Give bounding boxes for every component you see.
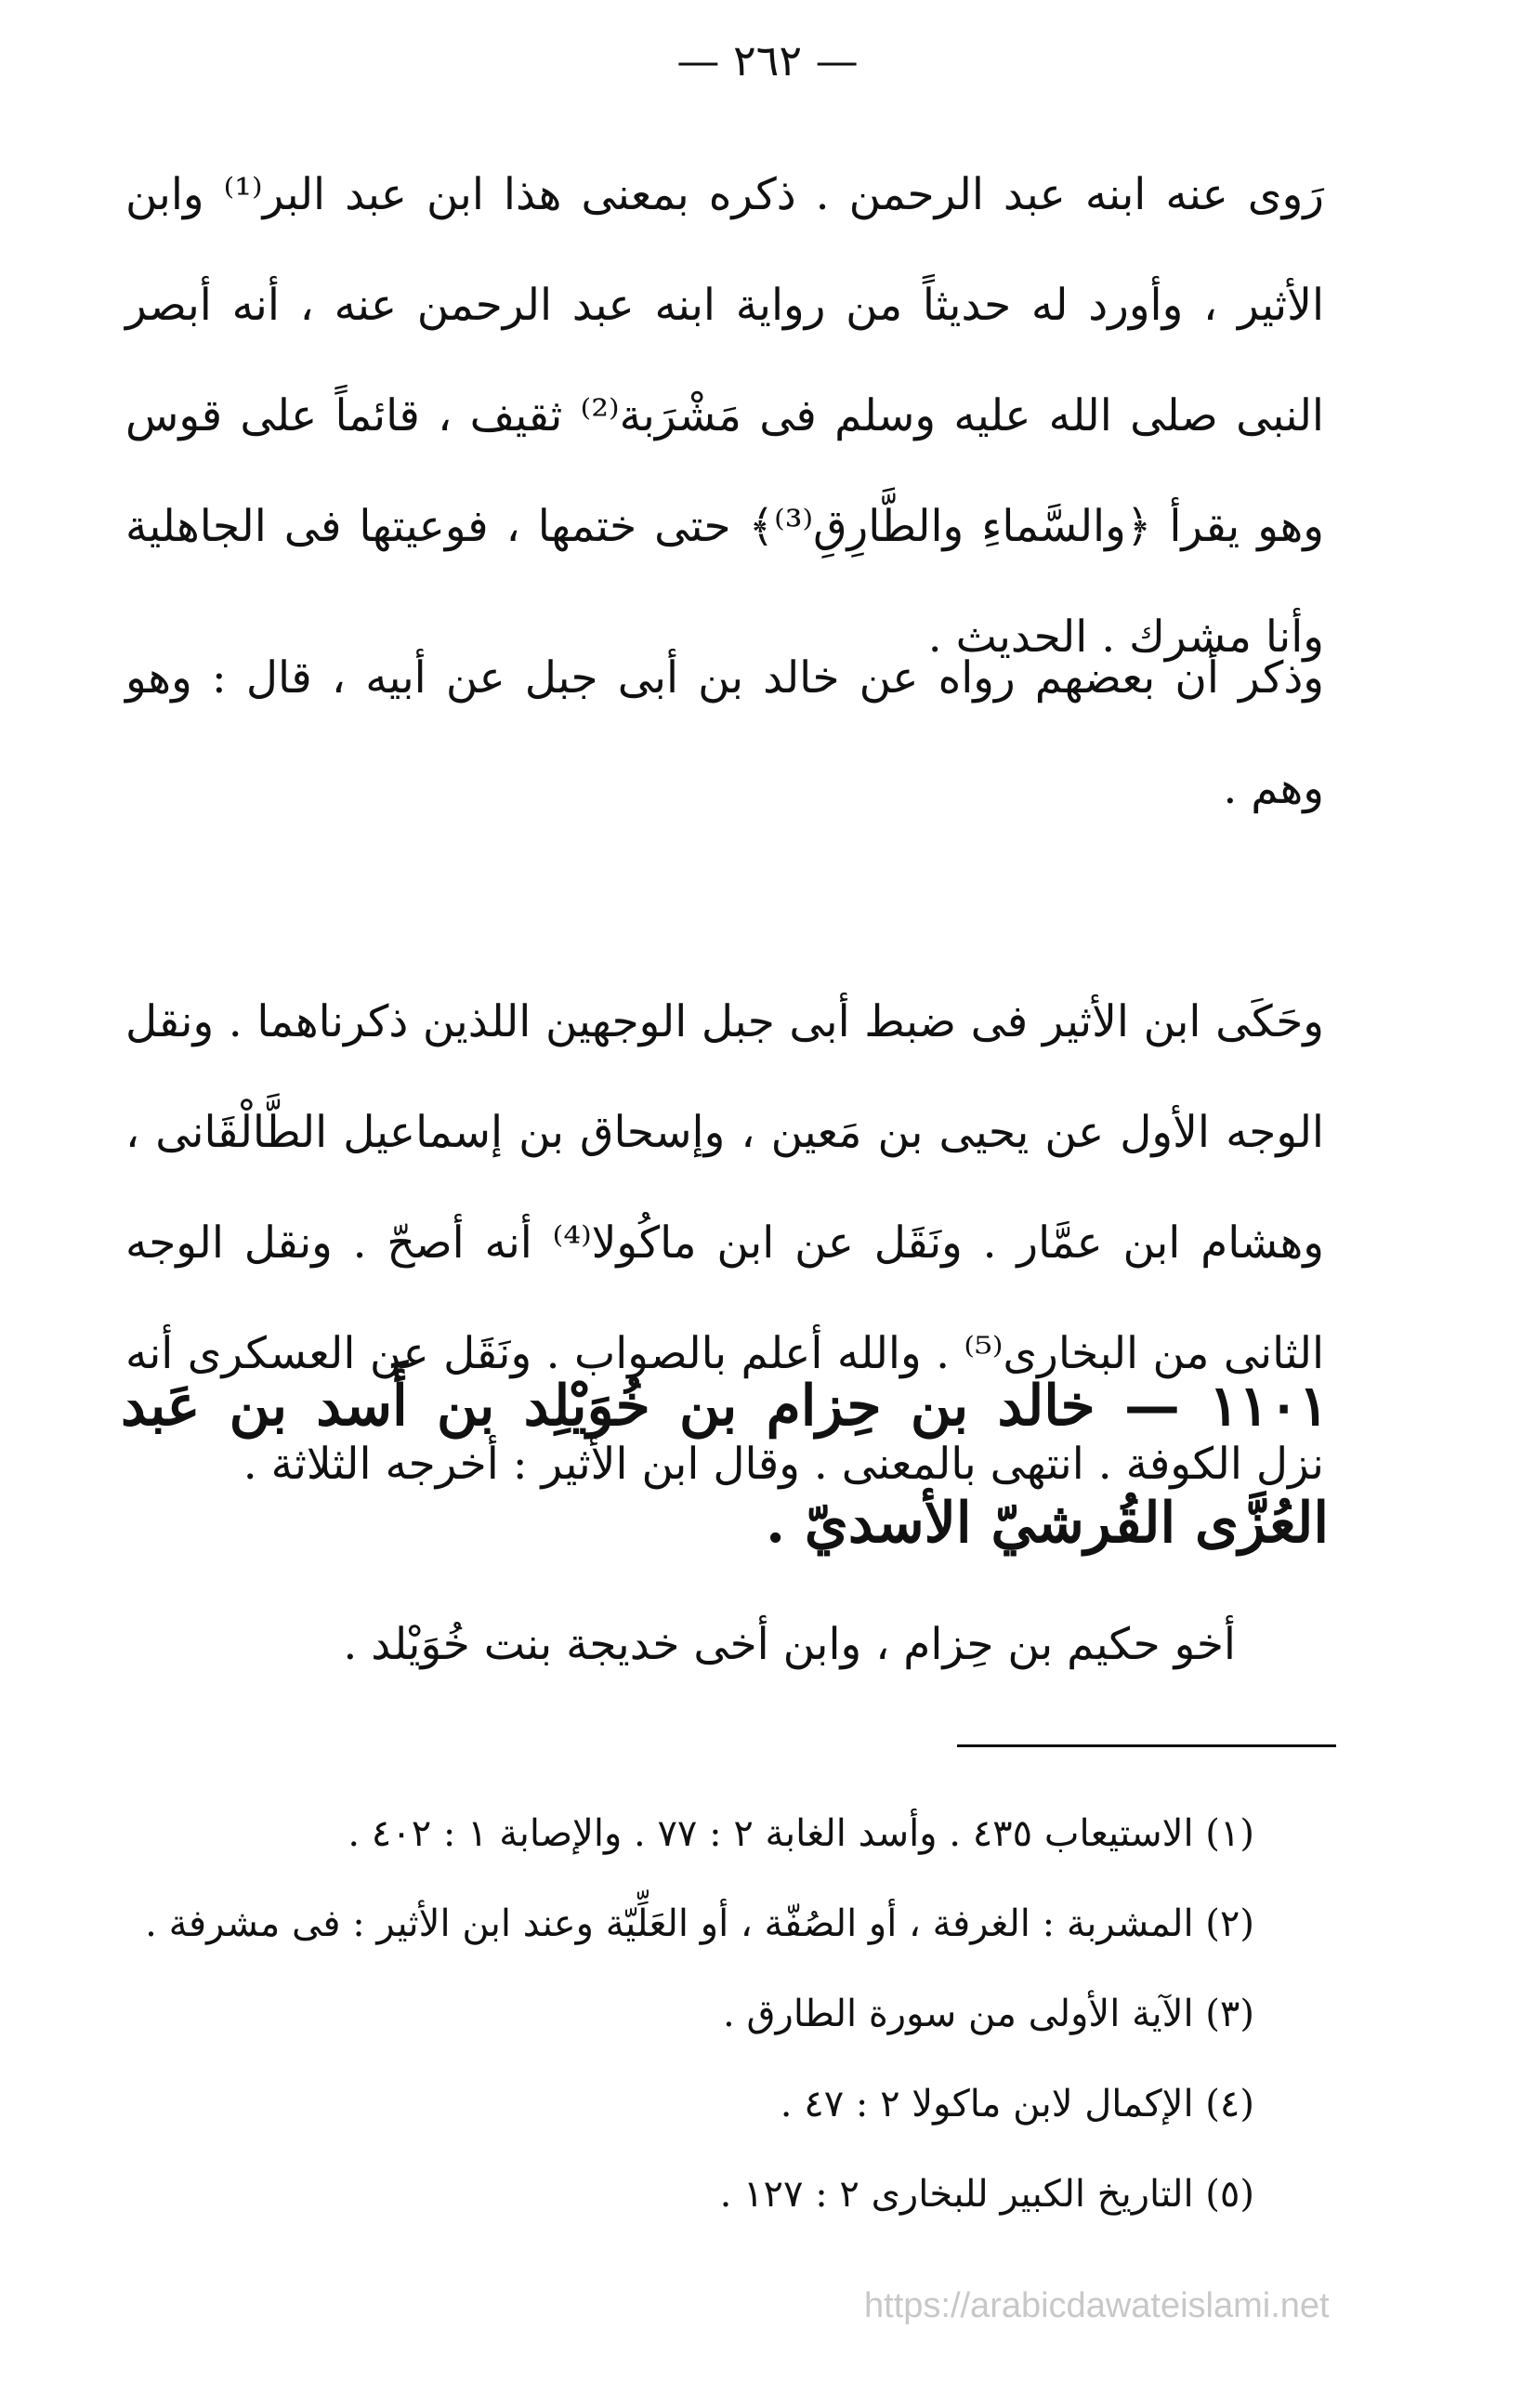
paragraph-narration: رَوى عنه ابنه عبد الرحمن . ذكره بمعنى هذا ابن عبد البر⁽¹⁾ وابن الأثير ، وأورد له حديثاً من رواية ابنه عبد الرحمن عنه ، أنه أبصر النبى صلى الله عليه وسلم فى مَشْرَبة⁽²⁾ ثقيف ، قائماً على قوس وهو يقرأ ﴿والسَّماءِ والطَّارِقِ⁽³⁾﴾ حتى ختمها ، فوعيتها فى الجاهلية وأنا مشرك . الحديث . xyxy=(125,169,1324,663)
paragraph-abu-jabal-note: وذكر أن بعضهم رواه عن خالد بن أبى جبل عن أبيه ، قال : وهو وهم . xyxy=(125,652,1324,814)
footnote-4: (٤) الإكمال لابن ماكولا ٢ : ٤٧ . xyxy=(780,2083,1254,2125)
paragraph-ibn-athir-note: وحَكَى ابن الأثير فى ضبط أبى جبل الوجهين اللذين ذكرناهما . ونقل الوجه الأول عن يحيى بن مَعين ، وإسحاق بن إسماعيل الطَّالْقَانى ، وهشام ابن عمَّار . ونَقَل عن ابن ماكُولا⁽⁴⁾ أنه أصحّ . ونقل الوجه الثانى من البخارى⁽⁵⁾ . والله أعلم بالصواب . ونَقَل عن العسكرى أنه نزل الكوفة . انتهى بالمعنى . وقال ابن الأثير : أخرجه الثلاثة . xyxy=(125,996,1325,1490)
watermark-url: https://arabicdawateislami.net xyxy=(864,2286,1330,2325)
entry-subtext: أخو حكيم بن حِزام ، وابن أخى خديجة بنت خُوَيْلد . xyxy=(343,1619,1236,1670)
footnotes-list xyxy=(125,1789,1254,2240)
footnote-3: (٣) الآية الأولى من سورة الطارق . xyxy=(723,1993,1254,2035)
footnote-1: (١) الاستيعاب ٤٣٥ . وأسد الغابة ٢ : ٧٧ . والإصابة ١ : ٤٠٢ . xyxy=(348,1812,1254,1855)
page-number: — ٢٦٢ — xyxy=(676,35,859,86)
footnote-2: (٢) المشربة : الغرفة ، أو الصُفّة ، أو العَلِّيّة وعند ابن الأثير : فى مشرفة . xyxy=(145,1902,1254,1945)
footnote-divider xyxy=(957,1744,1336,1747)
entry-heading: ١١٠١ — خالد بن حِزام بن خُوَيْلِد بن أَسد بن عَبد العُزَّى القُرشيّ الأسديّ . xyxy=(121,1374,1329,1556)
footnote-5: (٥) التاريخ الكبير للبخارى ٢ : ١٢٧ . xyxy=(719,2173,1254,2216)
